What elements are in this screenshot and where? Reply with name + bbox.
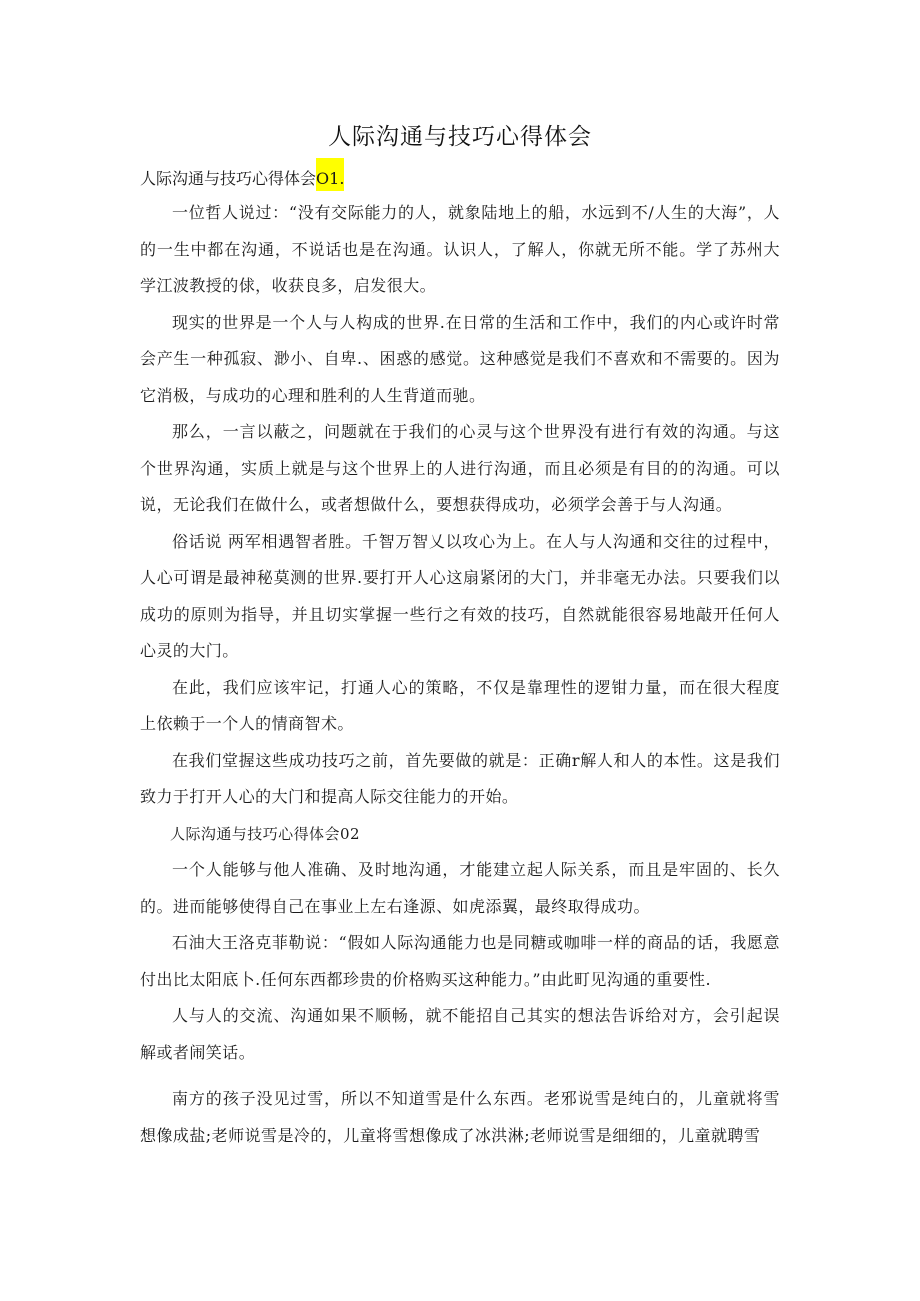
paragraph: 在此，我们应该牢记，打通人心的策略，不仅是靠理性的逻钳力量，而在很大程度上依赖于一个人的情商智术。: [140, 677, 780, 733]
highlighted-text: O1.: [316, 158, 344, 191]
paragraph: 那么，一言以蔽之，问题就在于我们的心灵与这个世界没有进行有效的沟通。与这个世界沟通，实质上就是与这个世界上的人进行沟通，而且必须是有目的的沟通。可以说，无论我们在做什么，或者想做什么，要想获得成功，必须学会善于与人沟通。: [140, 422, 780, 514]
paragraph: 现实的世界是一个人与人构成的世界.在日常的生活和工作中，我们的内心或许时常会产生一种孤寂、渺小、自卑.、困惑的感觉。这种感觉是我们不喜欢和不需要的。因为它消极，与成功的心理和胜利的人生背道而驰。: [140, 312, 780, 405]
document-title: 人际沟通与技巧心得体会: [328, 124, 592, 150]
section-2-heading: 人际沟通与技巧心得体会02: [170, 824, 360, 843]
paragraph: 石油大王洛克菲勒说：“假如人际沟通能力也是同糖或咖啡一样的商品的话，我愿意付出比太阳底卜.任何东西都珍贵的价格购买这种能力。”由此町见沟通的重要性.: [140, 933, 780, 989]
section-1-heading: [140, 167, 344, 191]
paragraph: 俗话说 两军相遇智者胜。千智万智乂以攻心为上。在人与人沟通和交往的过程中，人心可谓是最神秘莫测的世界.要打开人心这扇紧闭的大门，并非毫无办法。只要我们以成功的原则为指导，并且切实掌握一些行之有效的技巧，自然就能很容易地敲开任何人心灵的大门。: [140, 531, 780, 660]
section-1-heading-text: 人际沟通与技巧心得体会: [140, 169, 317, 188]
document-body: [140, 195, 780, 1154]
paragraph: 人与人的交流、沟通如果不顺畅，就不能招自己其实的想法告诉给对方，会引起误解或者闹笑话。: [140, 1006, 780, 1062]
paragraph: 南方的孩子没见过雪，所以不知道雪是什么东西。老邪说雪是纯白的，儿童就将雪想像成盐;老师说雪是冷的，儿童将雪想像成了冰洪淋;老师说雪是细细的，儿童就聘雪: [140, 1089, 780, 1145]
paragraph: 一个人能够与他人准确、及时地沟通，才能建立起人际关系，而且是牢固的、长久的。进而能够使得自己在事业上左右逢源、如虎添翼，最终取得成功。: [140, 860, 780, 916]
paragraph: 在我们堂握这些成功技巧之前，首先要做的就是：正确r解人和人的本性。这是我们致力于打开人心的大门和提高人际交往能力的开始。: [140, 750, 780, 806]
paragraph: 一位哲人说过：“没有交际能力的人，就象陆地上的船，水远到不/人生的大海”，人的一生中都在沟通，不说话也是在沟通。认识人，了解人，你就无所不能。学了苏州大学江波教授的俅，收获良多，启发很大。: [140, 203, 780, 295]
